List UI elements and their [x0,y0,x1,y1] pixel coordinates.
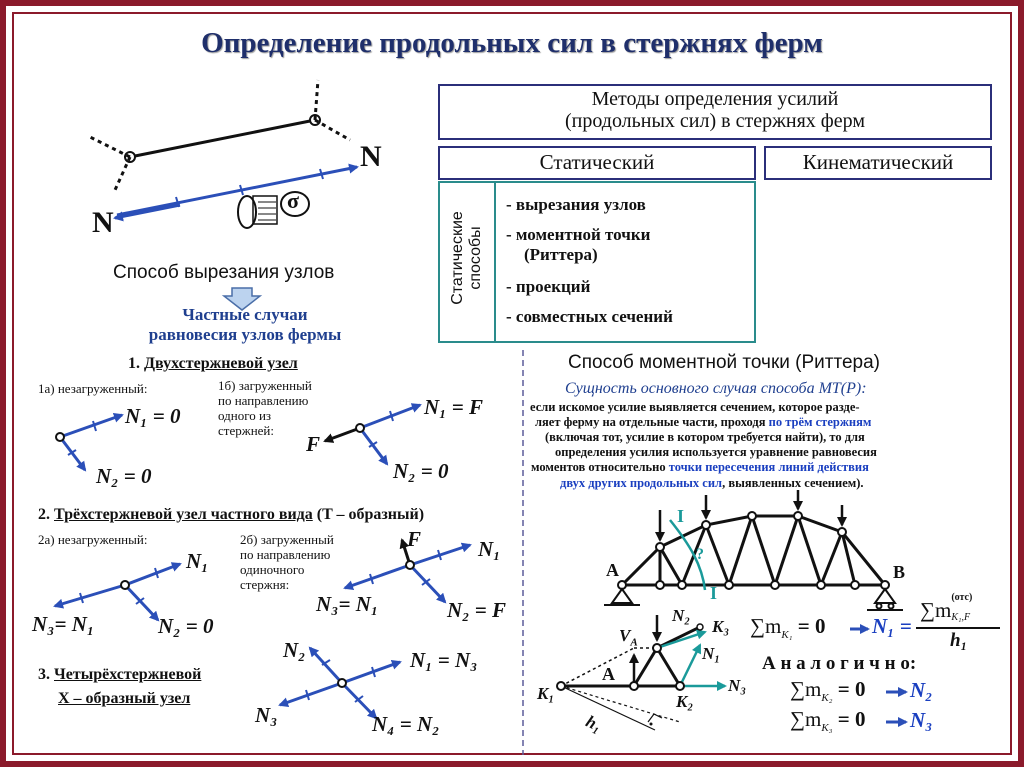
case1b-n2: N₂ = 0 [393,459,449,483]
case1-heading [128,355,298,373]
analog-label: А н а л о г и ч н о: [762,653,917,674]
detail-h1: h₁ [582,711,605,736]
case3-n2: N₂ [283,638,306,662]
eq2-sub: K₂ [821,692,833,705]
ritter-essence: Сущность основного случая способа МТ(Р): [565,380,867,397]
case3-title1: Четырёхстержневой [54,666,202,683]
ritter-detail [557,615,725,730]
vertical-line2: способы [467,226,484,290]
detail-A: A [602,664,615,684]
vertical-line1: Статические [449,211,466,305]
case1b-node [325,405,420,464]
case2-suffix: (T – образный) [316,506,425,523]
eq1-denominator: h₁ [950,630,968,651]
rod-N-left: N [92,206,114,239]
case1b-line1: 1б) загруженный [218,378,312,393]
case1-num: 1. [128,355,140,372]
eq2-sum: ∑m [790,677,822,701]
static-label: Статический [539,150,655,174]
eq2-result: N₂ [910,678,933,702]
case1-title: Двухстержневой узел [144,355,298,372]
case2b-line1: 2б) загруженный [240,532,334,547]
case2b-n2: N₂ = F [447,598,506,622]
eq2-mid: = 0 [837,677,866,701]
detail-VA-sub: A [630,636,638,649]
case2-num: 2. [38,506,50,523]
ritter-line2b: по трём стержням [768,415,872,429]
method-item-4: - проекций [506,277,591,296]
case2b-line2: по направлению [240,547,331,562]
kinematic-label: Кинематический [802,150,954,174]
case2a-label: 2а) незагруженный: [38,532,148,547]
ritter-line6a: двух других продольных сил [560,476,723,490]
ritter-line2 [535,415,871,430]
case1b-line3: одного из [218,408,272,423]
case1b-F: F [306,432,321,456]
detail-K2: K₂ [676,692,694,711]
truss-label-A: A [606,560,619,580]
case3-n3: N₃ [255,703,278,727]
rod-diagram [90,80,357,228]
case3-heading1 [38,666,201,684]
method-item-1: - вырезания узлов [506,195,646,214]
method-item-3: (Риттера) [524,245,598,264]
truss-supports [604,589,903,610]
case2b-line3: одиночного [240,562,305,577]
case2a-n3: N₃= N₁ [32,612,95,636]
eq1-result: N₁ = [872,614,912,638]
case1a-node [56,415,122,470]
case2a-n2: N₂ = 0 [158,614,214,638]
eq1 [750,614,825,641]
case3-title2: X – образный узел [58,690,191,707]
ritter-line2a: ляет ферму на отдельные части, проходя [535,415,766,429]
case2b-n1: N₁ [478,537,501,561]
method-item-2: - моментной точки [506,225,651,244]
eq1-sum: ∑m [750,614,782,638]
case2-heading [38,506,424,524]
rod-N-right: N [360,140,382,173]
ritter-line4: определения усилия используется уравнение равновесия [555,445,877,459]
case1a-n1: N₁ = 0 [125,404,181,428]
case1a-label: 1а) незагруженный: [38,381,148,396]
ritter-line5 [531,460,869,475]
method-title: Способ вырезания узлов [113,262,335,283]
truss-label-B: B [893,562,906,582]
case2-title: Трёхстержневой узел частного вида [54,506,313,523]
eq1-sub: K₁ [781,629,793,642]
case1b-n1: N₁ = F [424,395,483,419]
detail-VA-V: V [619,626,631,645]
detail-N3: N₃ [728,676,747,695]
case2b-n3: N₃= N₁ [316,592,379,616]
methods-header-line1: Методы определения усилий [591,88,839,110]
eq3-result: N₃ [910,708,933,732]
case2b-F: F [407,527,422,551]
case1b-line2: по направлению [218,393,309,408]
case1a-n2: N₂ = 0 [96,464,152,488]
eq1-mid: = 0 [797,614,826,638]
case3-num: 3. [38,666,50,683]
eq3 [790,707,865,734]
eq1-num-sum: ∑m [920,598,952,622]
eq3-sum: ∑m [790,707,822,731]
ritter-line6 [560,476,864,491]
ritter-line5a: моментов относительно [531,460,666,474]
eq2 [790,677,865,704]
detail-VA [619,626,638,648]
ritter-title: Способ моментной точки (Риттера) [568,352,880,373]
detail-K3: K₃ [712,617,730,636]
section-label-I-top: I [677,506,685,526]
eq3-sub: K₃ [821,722,833,735]
case1b-line4: стержней: [218,423,274,438]
rod-sigma: σ [287,188,299,213]
case2a-n1: N₁ [186,549,209,573]
ritter-line1: если искомое усилие выявляется сечением, которое разде- [530,400,860,414]
methods-header-line2: (продольных сил) в стержнях ферм [564,110,865,132]
case2b-line4: стержня: [240,577,290,592]
eq1-numerator [920,592,973,623]
ritter-line6b: , выявленных сечением). [722,476,864,490]
page-title: Определение продольных сил в стержнях ферм [201,27,823,59]
detail-K1: K₁ [537,684,555,703]
case3-n1: N₁ = N₃ [410,648,478,672]
special-cases-line1: Частные случаи [182,305,308,324]
eq1-num-sub: K₁,F [951,612,971,623]
eq1-num-sup: (отс) [951,592,973,603]
method-item-5: - совместных сечений [506,307,673,326]
special-cases-line2: равновесия узлов фермы [148,325,342,344]
eq3-mid: = 0 [837,707,866,731]
case3-n4: N₄ = N₂ [372,712,440,736]
ritter-line5b: точки пересечения линий действия [668,460,869,474]
ritter-line3: (включая тот, усилие в котором требуется найти), то для [545,430,865,444]
detail-N1: N₁ [702,644,721,663]
section-label-I-bottom: I [710,583,718,603]
section-label-question: ? [696,546,704,563]
detail-N2: N₂ [672,606,691,625]
